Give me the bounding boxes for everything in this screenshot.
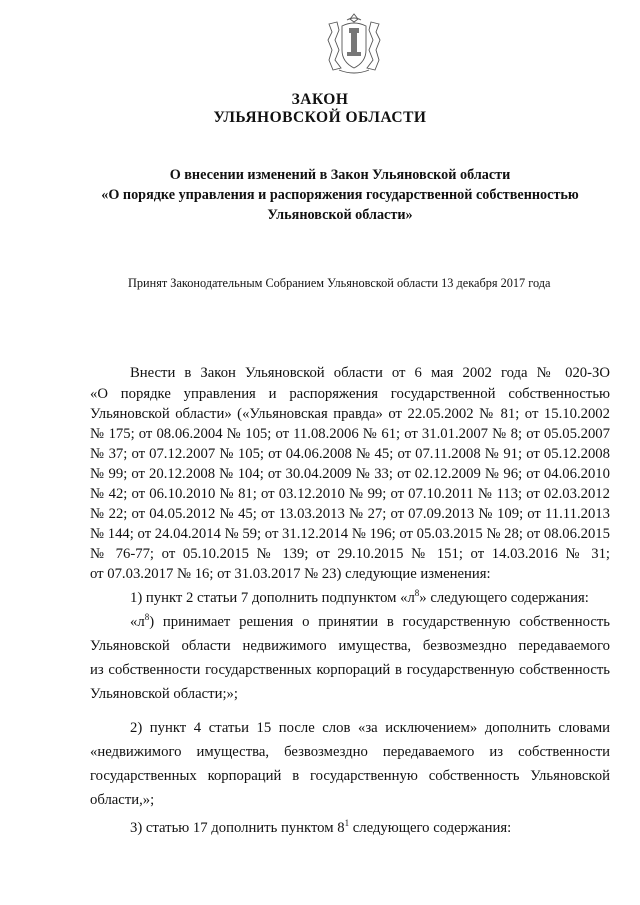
item-1-line bbox=[130, 588, 610, 608]
region-heading: УЛЬЯНОВСКОЙ ОБЛАСТИ bbox=[213, 109, 427, 126]
quote-1-line: Ульяновской области;»; bbox=[90, 686, 238, 702]
body-line: Ульяновской области» («Ульяновская правда» от 22.05.2002 № 81; от 15.10.2002 bbox=[90, 406, 610, 422]
quote-1-line: Ульяновской области недвижимого имущества, безвозмездно передаваемого bbox=[90, 638, 610, 654]
quote-1-open: «л bbox=[130, 614, 145, 630]
body-line: № 22; от 04.05.2012 № 45; от 13.03.2013 № 27; от 07.09.2013 № 109; от 11.11.2013 bbox=[90, 506, 610, 522]
body-line: № 175; от 08.06.2004 № 105; от 11.08.2006 № 61; от 31.01.2007 № 8; от 05.05.2007 bbox=[90, 426, 610, 442]
item-1-after: » следующего содержания: bbox=[419, 590, 589, 606]
body-line: № 99; от 20.12.2008 № 104; от 30.04.2009 № 33; от 02.12.2009 № 96; от 04.06.2010 bbox=[90, 466, 610, 482]
item-1-superscript: 8 bbox=[414, 588, 420, 599]
item-1-before: 1) пункт 2 статьи 7 дополнить подпунктом «л bbox=[130, 590, 415, 606]
law-subject-title bbox=[60, 165, 620, 225]
quote-1-line: из собственности государственных корпораций в государственную собственность bbox=[90, 662, 610, 678]
item-2-line: области,»; bbox=[90, 792, 155, 808]
item-3-after: следующего содержания: bbox=[349, 820, 512, 836]
body-line: «О порядке управления и распоряжения государственной собственностью bbox=[90, 386, 610, 402]
item-3-superscript: 1 bbox=[344, 818, 350, 829]
body-line: № 37; от 07.12.2007 № 105; от 04.06.2008 № 45; от 07.11.2008 № 91; от 05.12.2008 bbox=[90, 446, 610, 462]
body-line: № 76-77; от 05.10.2015 № 139; от 29.10.2015 № 151; от 14.03.2016 № 31; bbox=[90, 546, 610, 562]
coat-of-arms-emblem bbox=[325, 10, 383, 78]
quote-1-first-line bbox=[130, 612, 610, 632]
adoption-note: Принят Законодательным Собранием Ульяновской области 13 декабря 2017 года bbox=[128, 276, 551, 290]
subject-line: О внесении изменений в Закон Ульяновской области bbox=[169, 167, 511, 183]
item-2-line: 2) пункт 4 статьи 15 после слов «за исключением» дополнить словами bbox=[130, 720, 610, 736]
body-line: № 42; от 06.10.2010 № 81; от 03.12.2010 № 99; от 07.10.2011 № 113; от 02.03.2012 bbox=[90, 486, 610, 502]
body-line: № 144; от 24.04.2014 № 59; от 31.12.2014 № 196; от 05.03.2015 № 28; от 08.06.2015 bbox=[90, 526, 610, 542]
law-heading: ЗАКОН bbox=[291, 91, 349, 108]
item-2-line: «недвижимого имущества, безвозмездно передаваемого из собственности bbox=[90, 744, 610, 760]
quote-1-first-rest: ) принимает решения о принятии в государственную собственность bbox=[149, 614, 610, 630]
body-line: от 07.03.2017 № 16; от 31.03.2017 № 23) следующие изменения: bbox=[90, 566, 491, 582]
subject-line: «О порядке управления и распоряжения государственной собственностью bbox=[101, 187, 579, 203]
quote-1-superscript: 8 bbox=[144, 612, 150, 623]
item-3-before: 3) статью 17 дополнить пунктом 8 bbox=[130, 820, 345, 836]
item-3-line bbox=[130, 818, 610, 838]
subject-line: Ульяновской области» bbox=[267, 207, 413, 223]
item-2-line: государственных корпораций в государственную собственность Ульяновской bbox=[90, 768, 610, 784]
body-line: Внести в Закон Ульяновской области от 6 мая 2002 года № 020-ЗО bbox=[130, 365, 610, 381]
